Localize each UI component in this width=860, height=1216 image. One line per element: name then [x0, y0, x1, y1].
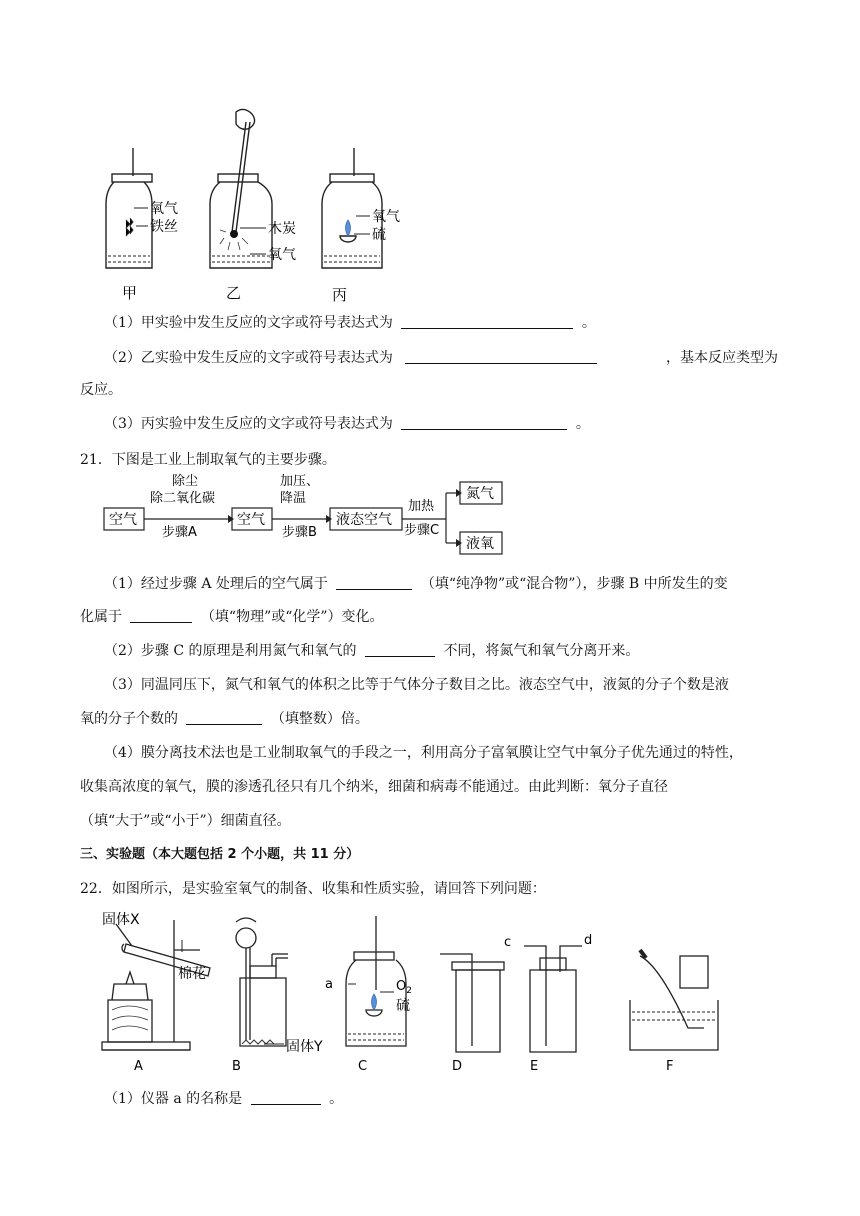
label-d: d	[584, 933, 593, 948]
caption-A: A	[134, 1059, 143, 1074]
flow-box-nitrogen: 氮气	[466, 486, 494, 502]
label-jia-iron: 铁丝	[150, 219, 178, 235]
answer-blank[interactable]	[251, 1090, 321, 1105]
q20-part2: （2）乙实验中发生反应的文字或符号表达式为 ，基本反应类型为	[104, 350, 778, 366]
caption-D: D	[452, 1059, 463, 1074]
answer-blank[interactable]	[186, 710, 262, 725]
q20-part3: （3）丙实验中发生反应的文字或符号表达式为 。	[104, 416, 590, 432]
flow-box-air-2: 空气	[237, 512, 265, 528]
label-yi-oxygen: 氧气	[268, 247, 296, 263]
q21-part2: （2）步骤 C 的原理是利用氮气和氧气的 不同，将氮气和氧气分离开来。	[104, 643, 640, 659]
label-yi-charcoal: 木炭	[268, 221, 296, 237]
q21-part3b: 氧的分子个数的 （填整数）倍。	[80, 711, 369, 727]
q20-part2-cont: 反应。	[80, 382, 122, 398]
flow-box-liquid-oxygen: 液氧	[466, 536, 494, 552]
label-bing-sulfur: 硫	[372, 227, 386, 243]
label-o2: $O_2$	[396, 979, 412, 996]
caption-E: E	[530, 1059, 539, 1074]
flow-stepA-top2: 除二氧化碳	[150, 491, 216, 506]
q21-part4b: 收集高浓度的氧气，膜的渗透孔径只有几个纳米，细菌和病毒不能通过。由此判断：氧分子直径	[80, 779, 668, 795]
label-bing-oxygen: 氧气	[372, 209, 400, 225]
label-jia-oxygen: 氧气	[150, 201, 178, 217]
caption-bing: 丙	[332, 286, 348, 304]
caption-C: C	[358, 1059, 368, 1074]
flow-box-liquid-air: 液态空气	[336, 512, 392, 528]
q21-part1b: 化属于 （填“物理”或“化学”）变化。	[80, 609, 384, 625]
flow-stepB-bottom: 步骤B	[282, 525, 317, 540]
caption-F: F	[666, 1059, 674, 1074]
label-cotton: 棉花	[178, 966, 206, 982]
flow-stepB-top2: 降温	[280, 491, 307, 506]
answer-blank[interactable]	[401, 314, 573, 329]
q22-part1: （1）仪器 a 的名称是 。	[104, 1091, 344, 1107]
answer-blank[interactable]	[365, 642, 435, 657]
answer-blank[interactable]	[401, 415, 567, 430]
q20-part1: （1）甲实验中发生反应的文字或符号表达式为 。	[104, 315, 596, 331]
flow-stepA-bottom: 步骤A	[162, 525, 197, 540]
answer-blank[interactable]	[130, 608, 192, 623]
q21-part1a: （1）经过步骤 A 处理后的空气属于 （填“纯净物”或“混合物”），步骤 B 中所发生的变	[104, 576, 728, 592]
flow-box-air-1: 空气	[109, 512, 137, 528]
q21-part4a: （4）膜分离技术法也是工业制取氧气的手段之一，利用高分子富氧膜让空气中氧分子优先通过的特性，	[104, 745, 743, 761]
oxygen-production-flowchart	[100, 472, 520, 562]
label-a: a	[325, 977, 333, 992]
section-3-heading: 三、实验题（本大题包括 2 个小题，共 11 分）	[80, 847, 360, 862]
label-solid-y: 固体Y	[286, 1039, 323, 1055]
combustion-figure	[100, 108, 420, 308]
apparatus-figure	[100, 906, 720, 1076]
caption-B: B	[232, 1059, 241, 1074]
answer-blank[interactable]	[405, 349, 597, 364]
label-solid-x: 固体X	[102, 912, 140, 928]
caption-jia: 甲	[122, 284, 138, 302]
caption-yi: 乙	[226, 284, 242, 302]
label-c: c	[504, 935, 512, 950]
q21-title: 21．下图是工业上制取氧气的主要步骤。	[80, 452, 336, 468]
label-sulfur: 硫	[396, 998, 410, 1014]
answer-blank[interactable]	[336, 575, 412, 590]
flow-stepA-top1: 除尘	[172, 474, 199, 489]
flow-stepB-top1: 加压、	[280, 474, 320, 489]
q21-part4c: （填“大于”或“小于”）细菌直径。	[80, 813, 291, 829]
flow-stepC-bottom: 步骤C	[404, 523, 440, 538]
flow-stepC-top: 加热	[408, 499, 435, 514]
q21-part3a: （3）同温同压下，氮气和氧气的体积之比等于气体分子数目之比。液态空气中，液氮的分子个数是液	[104, 677, 729, 693]
q22-title: 22．如图所示，是实验室氧气的制备、收集和性质实验，请回答下列问题：	[80, 881, 546, 897]
